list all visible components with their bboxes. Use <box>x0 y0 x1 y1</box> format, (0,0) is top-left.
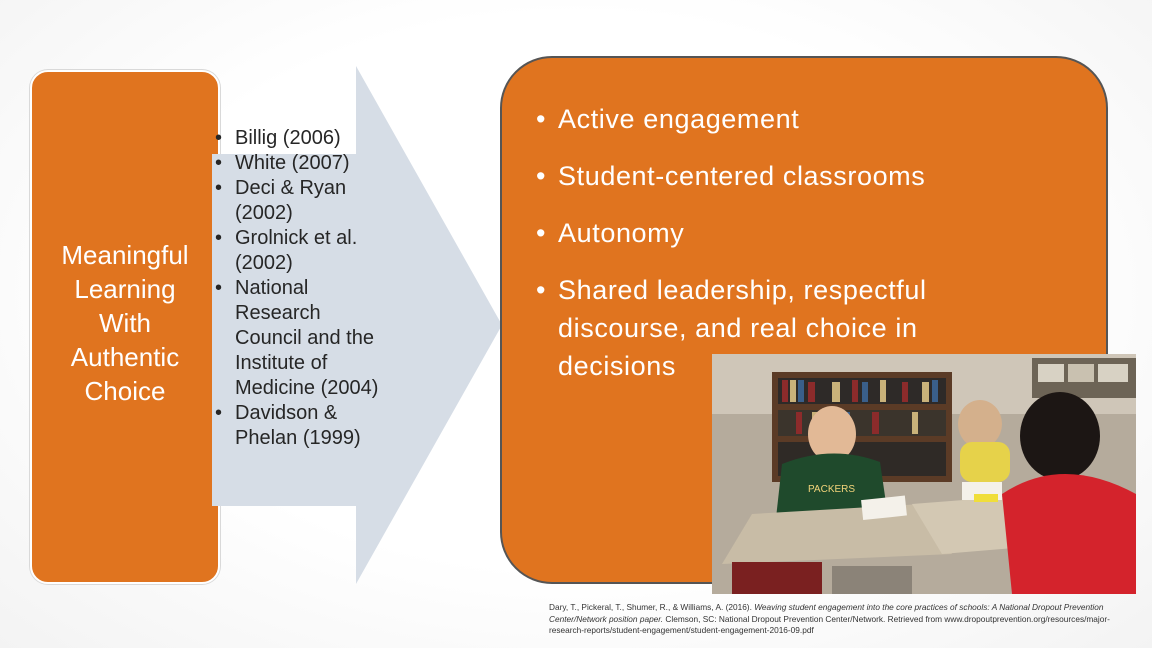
classroom-photo-illustration <box>712 354 1136 594</box>
engagement-item: • Shared leadership, respectful discourse, and real choice in decisions <box>536 271 1036 385</box>
engagement-item: • Student-centered classrooms <box>536 157 1036 195</box>
left-box-label: Meaningful Learning With Authentic Choice <box>61 240 189 406</box>
reference-item: • Grolnick et al. (2002) <box>215 226 390 276</box>
engagement-item: • Active engagement <box>536 100 1036 138</box>
citation-source: Clemson, SC: National Dropout Prevention Center/Network. Retrieved from www.dropoutprevention.org/resources/major-research-reports/student-engagement/student-engagement-2016-09.pdf <box>549 613 1110 635</box>
reference-item: • Deci & Ryan (2002) <box>215 176 390 226</box>
reference-item: • Billig (2006) <box>215 126 390 151</box>
reference-item: • National Research Council and the Institute of Medicine (2004) <box>215 276 390 401</box>
reference-item: • Davidson & Phelan (1999) <box>215 401 390 451</box>
citation-title: Weaving student engagement into the core practices of schools: A National Dropout Prevention Center/Network position paper. <box>549 602 1104 624</box>
references-list <box>215 126 390 451</box>
reference-item: • White (2007) <box>215 151 390 176</box>
engagement-item: • Autonomy <box>536 214 1036 252</box>
classroom-photo <box>712 354 1136 594</box>
citation-text <box>549 602 1141 637</box>
citation-authors: Dary, T., Pickeral, T., Shumer, R., & Williams, A. (2016). <box>549 602 755 612</box>
jersey-text: PACKERS <box>808 484 856 495</box>
